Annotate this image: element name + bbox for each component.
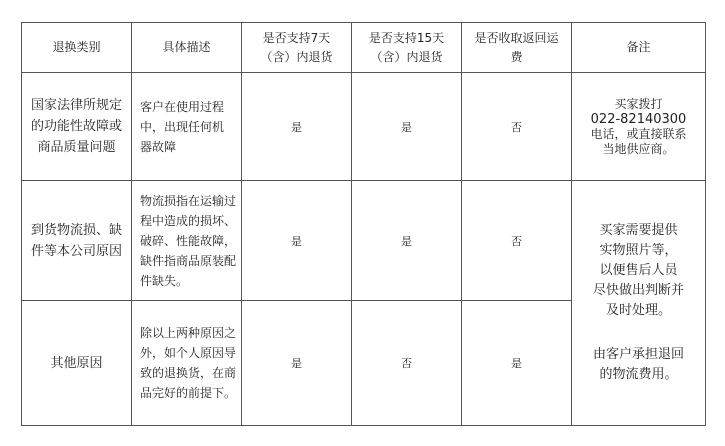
note-contact-line: 当地供应商。 bbox=[602, 141, 675, 156]
header-description: 具体描述 bbox=[131, 22, 242, 73]
row1-description: 客户在使用过程中，出现任何机器故障 bbox=[131, 72, 242, 181]
row1-return-15: 是 bbox=[351, 72, 462, 181]
note-shipping-line: 的物流费用。 bbox=[599, 367, 678, 382]
return-policy-table bbox=[21, 22, 706, 426]
header-return-15-days: 是否支持15天（含）内退货 bbox=[351, 22, 462, 73]
header-category: 退换类别 bbox=[21, 22, 132, 73]
row3-category: 其他原因 bbox=[21, 300, 132, 426]
header-shipping-fee: 是否收取返回运费 bbox=[461, 22, 572, 73]
header-notes: 备注 bbox=[571, 22, 706, 73]
row3-shipping-fee: 是 bbox=[461, 300, 572, 426]
row1-return-7: 是 bbox=[241, 72, 352, 181]
row3-return-7: 是 bbox=[241, 300, 352, 426]
row1-shipping-fee: 否 bbox=[461, 72, 572, 181]
row3-return-15: 否 bbox=[351, 300, 462, 426]
row2-description: 物流损指在运输过程中造成的损坏、破碎、性能故障，缺件指商品原装配件缺失。 bbox=[131, 180, 242, 301]
note-contact-line: 电话，或直接联系 bbox=[590, 126, 687, 141]
note-photo-line: 尽快做出判断并 bbox=[592, 283, 684, 298]
row2-return-7: 是 bbox=[241, 180, 352, 301]
row3-description: 除以上两种原因之外，如个人原因导致的退换货，在商品完好的前提下。 bbox=[131, 300, 242, 426]
note-contact-line: 买家拨打 bbox=[614, 96, 663, 111]
header-return-7-days: 是否支持7天（含）内退货 bbox=[241, 22, 352, 73]
row2-category: 到货物流损、缺件等本公司原因 bbox=[21, 180, 132, 301]
note-photo-line: 实物照片等， bbox=[599, 243, 678, 258]
note-photo-line: 买家需要提供 bbox=[599, 223, 678, 238]
note-photo-line: 及时处理。 bbox=[605, 303, 671, 318]
note-photo-and-shipping bbox=[571, 180, 706, 426]
note-photo-line: 以便售后人员 bbox=[599, 263, 678, 278]
note-contact-phone: 022-82140300 bbox=[590, 111, 687, 127]
note-contact bbox=[571, 72, 706, 181]
row1-category: 国家法律所规定的功能性故障或商品质量问题 bbox=[21, 72, 132, 181]
row2-shipping-fee: 否 bbox=[461, 180, 572, 301]
row2-return-15: 是 bbox=[351, 180, 462, 301]
note-shipping-line: 由客户承担退回 bbox=[592, 347, 684, 362]
